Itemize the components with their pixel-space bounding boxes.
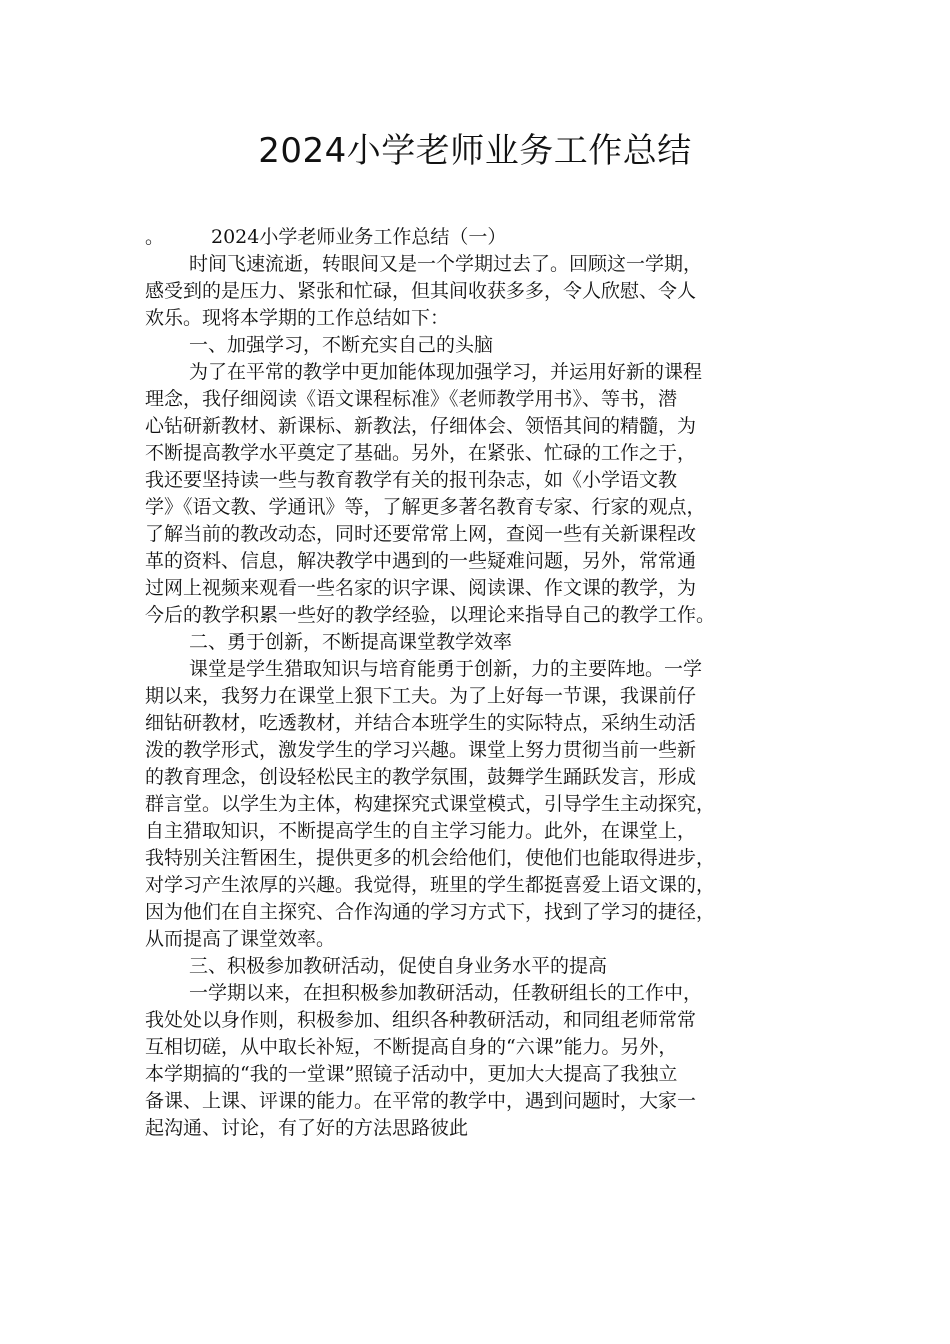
line-text: 泼的教学形式，激发学生的学习兴趣。课堂上努力贯彻当前一些新 [145,739,697,761]
text-line [145,629,810,656]
line-text: 为了在平常的教学中更加能体现加强学习，并运用好新的课程 [189,361,703,383]
text-line [145,332,810,359]
document-title: 2024小学老师业务工作总结 [258,131,692,171]
text-line [145,980,810,1007]
text-line [145,1115,810,1142]
document-body [145,224,810,1142]
line-text: 心钻研新教材、新课标、新教法，仔细体会、领悟其间的精髓，为 [145,415,697,437]
text-line [145,575,810,602]
line-text: 我还要坚持读一些与教育教学有关的报刊杂志，如《小学语文教 [145,469,678,491]
line-text: 的教育理念，创设轻松民主的教学氛围，鼓舞学生踊跃发言，形成 [145,766,697,788]
text-line [145,305,810,332]
text-line [145,737,810,764]
line-text: 群言堂。以学生为主体，构建探究式课堂模式，引导学生主动探究， [145,793,716,815]
text-line [145,386,810,413]
line-text: 三、积极参加教研活动，促使自身业务水平的提高 [189,955,608,977]
line-text: 感受到的是压力、紧张和忙碌，但其间收获多多，令人欣慰、令人 [145,280,697,302]
line-text: 不断提高教学水平奠定了基础。另外，在紧张、忙碌的工作之于， [145,442,697,464]
line-text: 今后的教学积累一些好的教学经验，以理论来指导自己的教学工作。 [145,604,716,626]
line-text: 欢乐。现将本学期的工作总结如下： [145,307,450,329]
line-text: 过网上视频来观看一些名家的识字课、阅读课、作文课的教学，为 [145,577,697,599]
text-line [145,278,810,305]
line-text: 备课、上课、评课的能力。在平常的教学中，遇到问题时，大家一 [145,1090,697,1112]
text-line [145,1088,810,1115]
text-line [145,953,810,980]
line-text: 期以来，我努力在课堂上狠下工夫。为了上好每一节课，我课前仔 [145,685,697,707]
text-line [145,710,810,737]
text-line [145,1007,810,1034]
text-line [145,548,810,575]
line-text: 一学期以来，在担积极参加教研活动，任教研组长的工作中， [189,982,703,1004]
line-text: 革的资料、信息，解决教学中遇到的一些疑难问题，另外，常常通 [145,550,697,572]
text-line [145,899,810,926]
text-line [145,872,810,899]
text-line [145,251,810,278]
line-text: 因为他们在自主探究、合作沟通的学习方式下，找到了学习的捷径， [145,901,716,923]
text-line [145,845,810,872]
line-text: 时间飞速流逝，转眼间又是一个学期过去了。回顾这一学期， [189,253,703,275]
text-line [145,359,810,386]
line-text: 细钻研教材，吃透教材，并结合本班学生的实际特点，采纳生动活 [145,712,697,734]
line-text: 一、加强学习，不断充实自己的头脑 [189,334,494,356]
line-text: 对学习产生浓厚的兴趣。我觉得，班里的学生都挺喜爱上语文课的， [145,874,716,896]
line-text: 本学期搞的“我的一堂课”照镜子活动中，更加大大提高了我独立 [145,1063,678,1085]
text-line [145,926,810,953]
line-text: 课堂是学生猎取知识与培育能勇于创新，力的主要阵地。一学 [189,658,703,680]
text-line [145,818,810,845]
line-marker: 。 [145,226,165,248]
text-line [145,494,810,521]
line-text: 互相切磋，从中取长补短，不断提高自身的“六课”能力。另外， [145,1036,678,1058]
text-line [145,1034,810,1061]
line-text: 自主猎取知识，不断提高学生的自主学习能力。此外，在课堂上， [145,820,697,842]
text-line [145,521,810,548]
line-text: 起沟通、讨论，有了好的方法思路彼此 [145,1117,469,1139]
text-line [145,467,810,494]
line-text: 二、勇于创新，不断提高课堂教学效率 [189,631,513,653]
text-line [145,413,810,440]
text-line [145,440,810,467]
line-text: 学》《语文教、学通讯》等，了解更多著名教育专家、行家的观点， [145,496,706,518]
text-line [145,656,810,683]
text-line [145,683,810,710]
line-text: 2024小学老师业务工作总结（一） [211,226,507,248]
line-text: 了解当前的教改动态，同时还要常常上网，查阅一些有关新课程改 [145,523,697,545]
text-line [145,602,810,629]
text-line [145,1061,810,1088]
line-text: 我处处以身作则，积极参加、组织各种教研活动，和同组老师常常 [145,1009,697,1031]
text-line [145,791,810,818]
line-text: 理念，我仔细阅读《语文课程标准》《老师教学用书》、等书，潜 [145,388,678,410]
line-text: 从而提高了课堂效率。 [145,928,336,950]
line-text: 我特别关注暂困生，提供更多的机会给他们，使他们也能取得进步， [145,847,716,869]
text-line [145,764,810,791]
text-line [145,224,810,251]
